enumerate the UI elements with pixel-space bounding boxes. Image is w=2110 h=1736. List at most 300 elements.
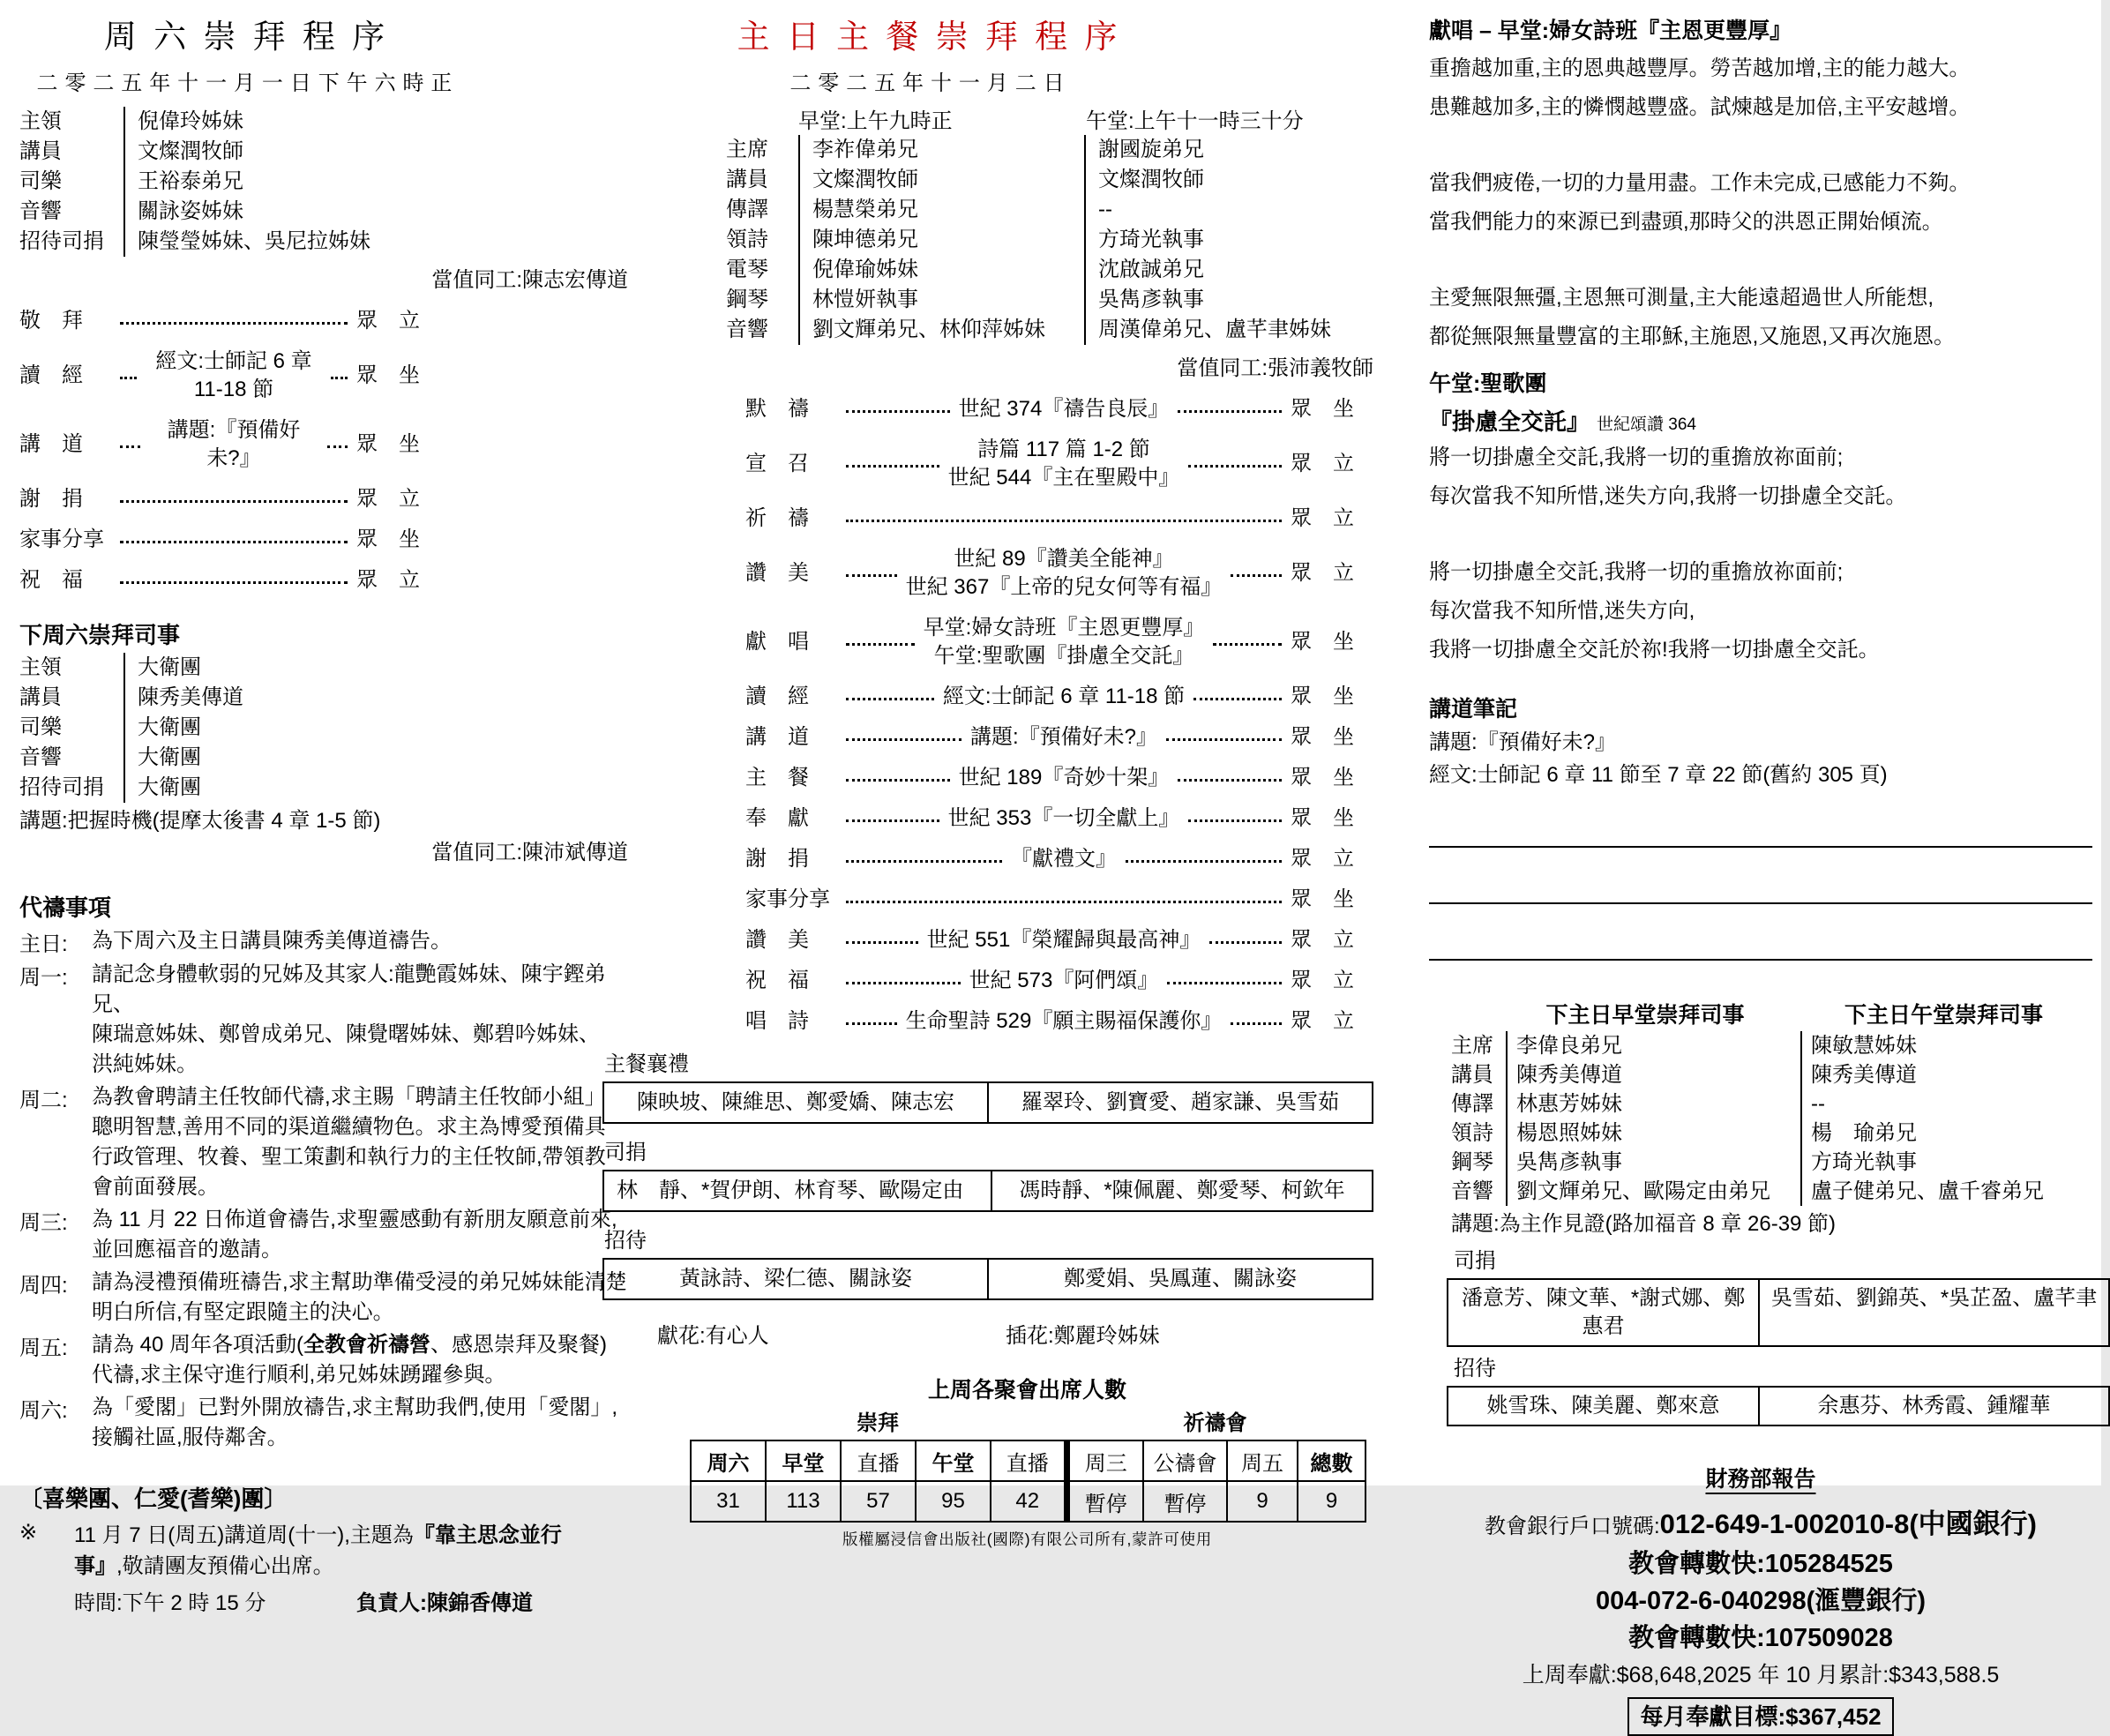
role-label: 主席 [1451, 1034, 1493, 1058]
finance-report-title: 財務部報告 [1705, 1467, 1816, 1492]
order-row [19, 307, 436, 335]
dotted-leader [1188, 465, 1282, 468]
prayer-line: 會前面發展。 [92, 1175, 219, 1199]
lyric-line: 當我們疲倦,一切的力量用盡。工作未完成,已感能力不夠。 [1429, 171, 1971, 195]
order-content-line: 詩篇 117 篇 1-2 節 [977, 438, 1150, 461]
sermon-notes-header: 講道筆記 [1429, 697, 1518, 722]
order-row [745, 395, 1370, 423]
order-label: 讀 經 [745, 685, 809, 708]
role-label: 傳譯 [726, 198, 768, 221]
order-content: 世紀 573『阿們頌』 [969, 969, 1159, 992]
attendance-title: 上周各聚會出席人數 [927, 1378, 1126, 1403]
lyric-line: 將一切掛慮全交託,我將一切的重擔放祢面前; [1429, 445, 1844, 469]
duty-staff: 當值同工:陳沛斌傳道 [431, 841, 628, 864]
table-row [19, 743, 460, 773]
prayer-line: 聰明智慧,善用不同的渠道繼續物色。求主為博愛預備具 [92, 1115, 606, 1139]
order-label: 敬 拜 [19, 309, 83, 333]
table-row [1451, 1089, 2101, 1119]
order-row [745, 926, 1370, 954]
noon-choir-header: 午堂:聖歌團 [1429, 371, 1547, 396]
role-label: 主領 [19, 655, 62, 679]
posture: 眾 立 [1291, 847, 1354, 871]
noon-lyrics-paragraph [1429, 553, 2101, 670]
fps-number-line: 教會轉數快:105284525 [1628, 1550, 1893, 1578]
dotted-leader [846, 779, 950, 782]
bank-account-number: 012-649-1-002010-8(中國銀行) [1659, 1508, 2037, 1539]
morning-session-time: 早堂:上午九時正 [798, 109, 953, 133]
note-bold-segment: 事』 [74, 1554, 116, 1578]
role-morning: 李偉良弟兄 [1506, 1031, 1800, 1060]
dotted-leader [1188, 819, 1282, 822]
dotted-leader [846, 860, 1002, 863]
prayer-line-segment: 、感恩崇拜及聚餐) [430, 1333, 608, 1357]
offering-stewards-header: 司捐 [604, 1141, 647, 1164]
attendance-table [690, 1440, 1366, 1523]
attendance-value-cell: 9 [1227, 1481, 1298, 1522]
attendance-header-cell: 直播 [991, 1440, 1066, 1481]
attendance-header-cell: 早堂 [766, 1440, 841, 1481]
prayer-line: 明白所信,有堅定跟隨主的決心。 [92, 1300, 394, 1324]
attendance-header-cell: 總數 [1298, 1440, 1366, 1481]
order-content: 『獻禮文』 [1011, 847, 1117, 871]
order-row [745, 1007, 1370, 1036]
order-row [745, 436, 1370, 492]
prayer-line-bold-segment: 全教會祈禱營 [303, 1333, 431, 1357]
bank-account-label: 教會銀行戶口號碼: [1485, 1515, 1660, 1538]
spacer [1429, 516, 2101, 551]
role-label: 音響 [19, 745, 62, 769]
fps-number-line-2: 教會轉數快:107509028 [1628, 1624, 1893, 1652]
order-row [745, 764, 1370, 792]
prayer-day-label: 周一: [19, 966, 68, 990]
role-label: 音響 [726, 318, 768, 341]
dotted-leader [120, 445, 140, 448]
sunday-header [481, 14, 1373, 96]
table-cell: 陳映坡、陳維思、鄭愛嬌、陳志宏 [637, 1090, 954, 1114]
note-bold-segment: 『靠主思念並行 [413, 1523, 562, 1547]
attendance-group-headers [690, 1408, 1365, 1440]
next-saturday-topic: 講題:把握時機(提摩太後書 4 章 1-5 節) [19, 809, 381, 833]
order-label: 祝 福 [19, 568, 83, 592]
order-content: 世紀 374『禱告良辰』 [958, 397, 1170, 421]
prayer-line: 行政管理、牧養、聖工策劃和執行力的主任牧師,帶領教 [92, 1145, 606, 1169]
posture: 眾 立 [1291, 452, 1354, 475]
attendance-section [690, 1374, 1365, 1550]
table-row [19, 167, 460, 197]
posture: 眾 坐 [356, 363, 421, 387]
next-sunday-offering-table [1447, 1278, 2110, 1347]
prayer-day-label: 周三: [19, 1211, 68, 1235]
duty-staff: 當值同工:陳志宏傳道 [431, 268, 628, 292]
order-content-line: 世紀 367『上帝的兒女何等有福』 [905, 575, 1223, 599]
role-label: 傳譯 [1451, 1092, 1493, 1116]
sermon-topic: 講題:『預備好未?』 [1429, 730, 1617, 754]
order-row [745, 886, 1370, 914]
handwriting-line [1429, 902, 2092, 904]
table-row [19, 773, 460, 803]
order-row [745, 683, 1370, 711]
prayer-line: 洪純姊妹。 [92, 1052, 198, 1076]
role-noon: 盧子健弟兄、盧千睿弟兄 [1800, 1177, 2101, 1206]
role-morning: 林愷妍執事 [798, 285, 1084, 315]
hymnal-reference: 世紀頌讚 364 [1597, 415, 1696, 434]
order-label: 唱 詩 [745, 1009, 809, 1033]
lyric-line: 都從無限無量豐富的主耶穌,主施恩,又施恩,又再次施恩。 [1429, 325, 1956, 348]
fellowship-note-line [74, 1551, 562, 1582]
fellowship-time: 時間:下午 2 時 15 分 [74, 1591, 266, 1615]
prayer-day-label: 周四: [19, 1274, 68, 1298]
next-sunday-ushers-header: 招待 [1454, 1357, 1496, 1381]
sunday-date: 二零二五年十一月二日 [789, 71, 1072, 95]
role-label: 司樂 [19, 715, 62, 739]
role-label: 鋼琴 [1451, 1150, 1493, 1174]
attendance-value-cell: 9 [1298, 1481, 1366, 1522]
role-label: 講員 [1451, 1063, 1493, 1087]
monthly-offering-target: 每月奉獻目標:$367,452 [1627, 1697, 1893, 1736]
order-label: 默 禱 [745, 397, 809, 421]
posture: 眾 立 [1291, 1009, 1354, 1033]
role-value: 陳秀美傳道 [123, 683, 460, 713]
table-row [726, 165, 1373, 195]
posture: 眾 坐 [356, 528, 420, 551]
role-noon: 方琦光執事 [1800, 1148, 2101, 1177]
order-content-line: 世紀 89『讚美全能神』 [954, 547, 1174, 571]
role-value: 大衛團 [123, 713, 460, 743]
order-content: 經文:士師記 6 章 11-18 節 [942, 685, 1186, 708]
finance-report-section [1429, 1462, 2092, 1736]
saturday-roles-table [19, 107, 460, 257]
attendance-value-cell: 31 [691, 1481, 766, 1522]
lyric-line: 當我們能力的來源已到盡頭,那時父的洪恩正開始傾流。 [1429, 210, 1943, 234]
noon-lyrics-paragraph [1429, 438, 2101, 516]
dotted-leader [846, 643, 915, 646]
order-label: 讚 美 [745, 928, 809, 952]
attendance-value-cell: 暫停 [1066, 1481, 1143, 1522]
posture: 眾 立 [1291, 561, 1354, 585]
role-value: 大衛團 [123, 743, 460, 773]
role-noon: 沈啟誠弟兄 [1084, 255, 1373, 285]
role-noon: 方琦光執事 [1084, 225, 1373, 255]
note-segment: 11 月 7 日(周五)講道周(十一),主題為 [74, 1523, 414, 1547]
role-noon: -- [1084, 195, 1373, 225]
role-label: 主席 [726, 138, 768, 161]
dotted-leader [1193, 698, 1282, 700]
dotted-leader [846, 698, 934, 700]
prayer-line: 並回應福音的邀請。 [92, 1238, 282, 1261]
next-sunday-ushers-table [1447, 1386, 2110, 1426]
prayer-day-label: 周六: [19, 1399, 68, 1423]
copyright-notice: 版權屬浸信會出版社(國際)有限公司所有,蒙許可使用 [842, 1530, 1212, 1548]
order-label: 家事分享 [19, 528, 104, 551]
order-row [745, 845, 1370, 873]
order-content: 講題:『預備好未?』 [167, 418, 301, 470]
role-label: 音響 [1451, 1179, 1493, 1203]
dotted-leader [1167, 982, 1282, 984]
table-cell: 潘意芳、陳文華、*謝式娜、鄭惠君 [1461, 1286, 1746, 1338]
handwriting-line [1429, 846, 2092, 848]
role-label: 司樂 [19, 169, 62, 193]
dotted-leader [1126, 860, 1282, 863]
duty-staff: 當值同工:張沛義牧師 [1177, 356, 1373, 380]
next-sunday-morning-header: 下主日早堂崇拜司事 [1545, 1003, 1745, 1028]
flower-donor: 獻花:有心人 [657, 1324, 769, 1348]
order-label: 獻 唱 [745, 630, 809, 654]
prayer-line: 代禱,求主保守進行順利,弟兄姊妹踴躍參與。 [92, 1363, 506, 1387]
noon-song-title-row [1429, 404, 2101, 437]
role-morning: 吳雋彥執事 [1506, 1148, 1800, 1177]
dotted-leader [120, 581, 348, 584]
attendance-header-cell: 午堂 [916, 1440, 991, 1481]
anthem-lyrics-paragraph [1429, 279, 2101, 356]
table-cell: 林 靜、*賀伊朗、林育琴、歐陽定由 [617, 1179, 964, 1202]
communion-servers-header: 主餐襄禮 [604, 1052, 689, 1076]
ushers-header: 招待 [604, 1229, 647, 1253]
attendance-value-cell: 113 [766, 1481, 841, 1522]
role-label: 招待司捐 [19, 775, 104, 799]
order-row [19, 348, 436, 404]
order-label: 講 道 [19, 432, 83, 456]
table-row [1451, 1177, 2101, 1206]
posture: 眾 坐 [1291, 630, 1355, 654]
role-value: 倪偉玲姊妹 [123, 107, 460, 137]
dotted-leader [120, 541, 348, 543]
dotted-leader [1213, 643, 1282, 646]
spacer [1429, 242, 2101, 277]
role-morning: 楊恩照姊妹 [1506, 1119, 1800, 1148]
lyric-line: 每次當我不知所惜,迷失方向,我將一切掛慮全交託。 [1429, 484, 1907, 508]
table-row [1451, 1031, 2101, 1060]
role-label: 電琴 [726, 258, 768, 281]
order-label: 宣 召 [745, 452, 809, 475]
role-label: 招待司捐 [19, 229, 104, 253]
next-sunday-roles-table [1451, 1031, 2101, 1206]
note-segment: ,敬請團友預備心出席。 [116, 1554, 334, 1578]
prayer-day-label: 周五: [19, 1336, 68, 1360]
order-content [924, 614, 1205, 670]
order-row [745, 505, 1370, 533]
order-label: 謝 捐 [19, 487, 83, 511]
dotted-leader [331, 377, 348, 379]
posture: 眾 坐 [1291, 725, 1355, 749]
posture: 眾 坐 [1291, 685, 1355, 708]
dotted-leader [846, 520, 1282, 522]
order-content-line: 早堂:婦女詩班『主恩更豐厚』 [923, 616, 1205, 640]
role-value: 王裕泰弟兄 [123, 167, 460, 197]
table-row [19, 713, 460, 743]
dotted-leader [846, 465, 939, 468]
table-cell: 鄭愛娟、吳鳳蓮、關詠姿 [987, 1260, 1372, 1298]
role-label: 講員 [726, 168, 768, 191]
order-row [19, 485, 436, 513]
sunday-title: 主日主餐崇拜程序 [737, 19, 1134, 55]
right-column [1411, 14, 2101, 1736]
table-row [19, 227, 460, 257]
anthem-lyrics-paragraph [1429, 49, 2101, 127]
attendance-header-row [691, 1440, 1366, 1481]
table-cell: 姚雪珠、陳美麗、鄭來意 [1486, 1394, 1720, 1418]
sunday-order-of-service [745, 395, 1370, 1036]
attendance-value-cell: 42 [991, 1481, 1066, 1522]
prayer-line: 陳瑞意姊妹、鄭曾成弟兄、陳覺曙姊妹、鄭碧吟姊妹、 [92, 1022, 600, 1046]
dotted-leader [1231, 1022, 1282, 1025]
saturday-title: 周六崇拜程序 [103, 19, 402, 55]
role-label: 鋼琴 [726, 288, 768, 311]
table-row [19, 137, 460, 167]
order-label: 謝 捐 [745, 847, 809, 871]
lyric-line: 將一切掛慮全交託,我將一切的重擔放祢面前; [1429, 560, 1844, 584]
lyric-line: 重擔越加重,主的恩典越豐厚。勞苦越加增,主的能力越大。 [1429, 56, 1971, 80]
table-cell: 馮時靜、*陳佩麗、鄭愛琴、柯欽年 [991, 1171, 1372, 1210]
lyric-line: 每次當我不知所惜,迷失方向, [1429, 599, 1695, 623]
table-row [1451, 1119, 2101, 1148]
fellowship-leader: 負責人:陳錦香傳道 [356, 1591, 533, 1615]
role-noon: -- [1800, 1089, 2101, 1119]
prayer-line: 為「愛閣」已對外開放禱告,求主幫助我們,使用「愛閣」, [92, 1396, 618, 1419]
prayer-items-header: 代禱事項 [19, 894, 112, 921]
order-content: 生命聖詩 529『願主賜福保護你』 [905, 1009, 1223, 1033]
dotted-leader [846, 738, 961, 741]
posture: 眾 坐 [1291, 397, 1354, 421]
role-noon: 陳秀美傳道 [1800, 1060, 2101, 1089]
attendance-value-cell: 暫停 [1143, 1481, 1227, 1522]
fellowship-footer [19, 1585, 647, 1616]
role-label: 講員 [19, 139, 62, 163]
role-label: 領詩 [1451, 1121, 1493, 1145]
next-saturday-roles-table [19, 653, 460, 803]
order-content: 世紀 551『榮耀歸與最高神』 [926, 928, 1201, 952]
posture: 眾 立 [356, 487, 420, 511]
table-row [1451, 1148, 2101, 1177]
dotted-leader [1178, 410, 1282, 413]
table-row [726, 195, 1373, 225]
role-morning: 楊慧榮弟兄 [798, 195, 1084, 225]
attendance-header-cell: 公禱會 [1143, 1440, 1227, 1481]
posture: 眾 坐 [1291, 766, 1354, 789]
next-sunday-topic: 講題:為主作見證(路加福音 8 章 26-39 節) [1451, 1212, 1837, 1236]
table-cell: 吳雪茹、劉錦英、*吳芷盈、盧芊聿 [1758, 1280, 2108, 1345]
table-row [1451, 1060, 2101, 1089]
order-row [745, 723, 1370, 752]
role-value: 大衛團 [123, 653, 460, 683]
prayer-line-segment: 請為 40 周年各項活動( [92, 1333, 304, 1357]
role-noon: 周漢偉弟兄、盧芊聿姊妹 [1084, 315, 1373, 345]
table-cell: 羅翠玲、劉寶愛、趙家謙、吳雪茹 [987, 1083, 1372, 1122]
fellowship-header: 〔喜樂團、仁愛(耆樂)團〕 [19, 1485, 288, 1512]
sunday-roles-table [726, 135, 1373, 345]
bank-account-number-2: 004-072-6-040298(滙豐銀行) [1596, 1587, 1926, 1615]
role-value: 大衛團 [123, 773, 460, 803]
prayer-line: 請為浸禮預備班禱告,求主幫助準備受浸的弟兄姊妹能清楚 [92, 1270, 627, 1294]
saturday-order-of-service [19, 307, 436, 595]
role-value: 文燦潤牧師 [123, 137, 460, 167]
attendance-value-cell: 57 [841, 1481, 916, 1522]
order-content: 經文:士師記 6 章 11-18 節 [155, 349, 312, 401]
posture: 眾 坐 [1291, 806, 1354, 830]
right-column-content [1411, 14, 2101, 1736]
attendance-header-cell: 周五 [1227, 1440, 1298, 1481]
table-cell: 余惠芬、林秀霞、鍾耀華 [1758, 1388, 2108, 1425]
order-row [19, 526, 436, 554]
posture: 眾 立 [1291, 928, 1354, 952]
reference-mark: ※ [19, 1521, 38, 1545]
saturday-date: 二零二五年十一月一日下午六時正 [36, 71, 460, 95]
prayer-line: 為 11 月 22 日佈道會禱告,求聖靈感動有新朋友願意前來, [92, 1208, 617, 1231]
dotted-leader [1178, 779, 1282, 782]
posture: 眾 立 [1291, 506, 1354, 530]
prayer-line: 請記念身體軟弱的兄姊及其家人:龍艷霞姊妹、陳宇鏗弟兄、 [92, 962, 606, 1016]
anthem-lyrics-paragraph [1429, 164, 2101, 242]
posture: 眾 坐 [1291, 887, 1354, 911]
lyric-line: 主愛無限無彊,主恩無可測量,主大能遠超過世人所能想, [1429, 286, 1934, 310]
order-row [19, 416, 436, 473]
prayer-day-label: 周二: [19, 1089, 68, 1112]
order-row [745, 804, 1370, 833]
role-label: 領詩 [726, 228, 768, 251]
communion-servers-table [602, 1081, 1373, 1124]
role-morning: 李祚偉弟兄 [798, 135, 1084, 165]
prayer-day-label: 主日: [19, 932, 68, 956]
table-row [19, 683, 460, 713]
next-sunday-offering-header: 司捐 [1454, 1249, 1496, 1273]
table-row [19, 197, 460, 227]
table-row [19, 653, 460, 683]
next-saturday-header: 下周六崇拜司事 [19, 622, 181, 648]
attendance-value-cell: 95 [916, 1481, 991, 1522]
offering-stewards-table [602, 1170, 1373, 1212]
prayer-line: 為教會聘請主任牧師代禱,求主賜「聘請主任牧師小組」 [92, 1085, 606, 1109]
role-value: 陳瑩瑩姊妹、吳尼拉姊妹 [123, 227, 460, 257]
role-noon: 謝國旋弟兄 [1084, 135, 1373, 165]
dotted-leader [846, 982, 961, 984]
table-row [726, 225, 1373, 255]
table-row [726, 285, 1373, 315]
table-row [726, 255, 1373, 285]
lyric-line: 患難越加多,主的憐憫越豐盛。試煉越是加倍,主平安越增。 [1429, 95, 1971, 119]
order-row [745, 967, 1370, 995]
dotted-leader [846, 941, 918, 944]
order-label: 祝 福 [745, 969, 809, 992]
order-label: 家事分享 [745, 887, 830, 911]
role-morning: 陳坤德弟兄 [798, 225, 1084, 255]
role-morning: 陳秀美傳道 [1506, 1060, 1800, 1089]
attendance-header-cell: 直播 [841, 1440, 916, 1481]
order-row [745, 545, 1370, 602]
prayer-line: 為下周六及主日講員陳秀美傳道禱告。 [92, 929, 452, 953]
role-morning: 倪偉瑜姊妹 [798, 255, 1084, 285]
handwriting-line [1429, 959, 2092, 961]
dotted-leader [120, 500, 348, 503]
role-label: 音響 [19, 199, 62, 223]
dotted-leader [1209, 941, 1282, 944]
role-noon: 吳雋彥執事 [1084, 285, 1373, 315]
dotted-leader [1231, 574, 1282, 577]
prayer-line: 接觸社區,服侍鄰舍。 [92, 1425, 288, 1449]
session-times [481, 103, 1373, 135]
prayer-meeting-group-header: 祈禱會 [1183, 1411, 1247, 1435]
role-value: 關詠姿姊妹 [123, 197, 460, 227]
order-label: 奉 獻 [745, 806, 809, 830]
order-content: 講題:『預備好未?』 [970, 725, 1158, 749]
posture: 眾 立 [356, 309, 420, 333]
order-label: 主 餐 [745, 766, 809, 789]
saturday-header [19, 14, 469, 96]
posture: 眾 立 [356, 568, 420, 592]
ushers-table [602, 1258, 1373, 1300]
role-noon: 文燦潤牧師 [1084, 165, 1373, 195]
order-row [19, 566, 436, 595]
order-content: 世紀 189『奇妙十架』 [958, 766, 1170, 789]
bank-account-line [1429, 1506, 2092, 1545]
